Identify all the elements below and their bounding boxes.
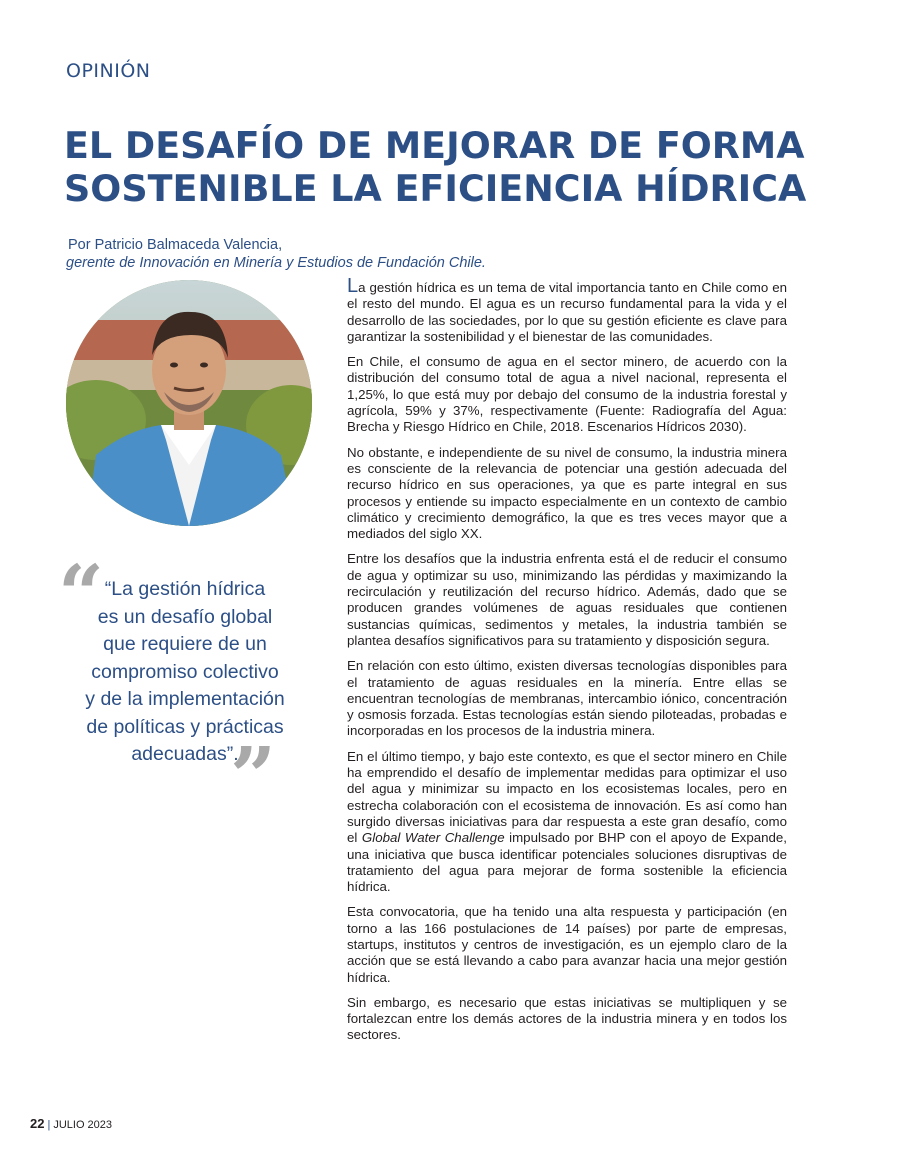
drop-cap: L [347,275,359,297]
body-paragraph: En relación con esto último, existen diversas tecnologías disponibles para el tratamiento de aguas residuales en la minería. Entre ellas se encuentran tecnologías de membranas, intercambio iónico, concentración y osmosis forzada. Estas tecnologías están siendo piloteadas, probadas e incorporadas en los procesos de la industria minera. [347,658,787,739]
article-title [64,124,864,210]
byline [66,236,486,272]
section-label: OPINIÓN [66,60,151,82]
page-footer [30,1116,112,1131]
close-quote-mark: ” [230,729,277,823]
quote-line: que requiere de un [103,633,267,655]
quote-line: adecuadas”. [131,743,239,765]
author-portrait [66,280,312,526]
body-paragraph: La gestión hídrica es un tema de vital importancia tanto en Chile como en el resto del mundo. El agua es un recurso fundamental para la vida y el desarrollo de las sociedades, por lo que su gestión eficiente es clave para garantizar la sostenibilidad y el bienestar de las comunidades. [347,275,787,344]
title-line: SOSTENIBLE LA EFICIENCIA HÍDRICA [64,167,807,210]
issue-date: JULIO 2023 [53,1119,113,1131]
author-portrait-image [66,280,312,526]
page-number: 22 [30,1116,45,1131]
quote-line: y de la implementación [85,688,285,710]
quote-line: compromiso colectivo [91,660,279,683]
footer-separator: | [47,1119,51,1131]
italic-term: Global Water Challenge [361,830,505,846]
body-paragraph: No obstante, e independiente de su nivel de consumo, la industria minera es consciente de la relevancia de potenciar una gestión adecuada del recurso hídrico en sus operaciones, ya que es parte integral en sus procesos y entiende su impacto especialmente en un contexto de cambio climático y crecimiento demográfico, la que es tres veces mayor que a mediados del siglo XX. [347,444,787,542]
open-quote-mark: “ [58,547,105,641]
body-paragraph: Esta convocatoria, que ha tenido una alta respuesta y participación (en torno a las 166 postulaciones de 14 países) por parte de empresas, startups, institutos y centros de investigación, es un ejemplo claro de la acción que se está llevando a cabo para avanzar hacia una mejor gestión hídrica. [347,904,787,985]
quote-line: de políticas y prácticas [86,715,284,738]
byline-author: Por Patricio Balmaceda Valencia, [68,237,283,253]
body-paragraph: En el último tiempo, y bajo este contexto, es que el sector minero en Chile ha emprendido el desafío de implementar medidas para optimizar el uso del agua y minimizar su impacto en los ecosistemas locales, pero en estrecha colaboración con el ecosistema de innovación. Es así como han surgido diversas iniciativas para dar respuesta a este gran desafío, como el Global Water Challenge impulsado por BHP con el apoyo de Expande, una iniciativa que busca identificar potenciales soluciones disruptivas de tratamiento del agua para mejorar de forma sostenible la eficiencia hídrica. [347,748,788,895]
body-paragraph: Sin embargo, es necesario que estas iniciativas se multipliquen y se fortalezcan entre los demás actores de la industria minera y en todos los sectores. [347,994,787,1043]
body-paragraph: En Chile, el consumo de agua en el sector minero, de acuerdo con la distribución del consumo total de agua a nivel nacional, representa el 1,25%, lo que está muy por debajo del consumo de la industria forestal y agrícola, 59% y 37%, respectivamente (Fuente: Radiografía del Agua: Brecha y Riesgo Hídrico en Chile, 2018. Escenarios Hídricos 2030). [347,354,787,435]
quote-line: “La gestión hídrica [104,578,266,600]
body-paragraph: Entre los desafíos que la industria enfrenta está el de reducir el consumo de agua y optimizar su uso, minimizando las pérdidas y maximizando la recirculación y reutilización del recurso hídrico. Además, dado que se producen grandes volúmenes de aguas residuales que contienen sustancias químicas, sedimentos y metales, la industria también se plantea desafíos significativos para su tratamiento y disposición segura. [347,551,787,648]
quote-line: es un desafío global [97,605,273,628]
article-body [347,275,788,1053]
title-line: EL DESAFÍO DE MEJORAR DE FORMA [64,124,805,167]
byline-role: gerente de Innovación en Minería y Estudios de Fundación Chile. [66,255,486,271]
